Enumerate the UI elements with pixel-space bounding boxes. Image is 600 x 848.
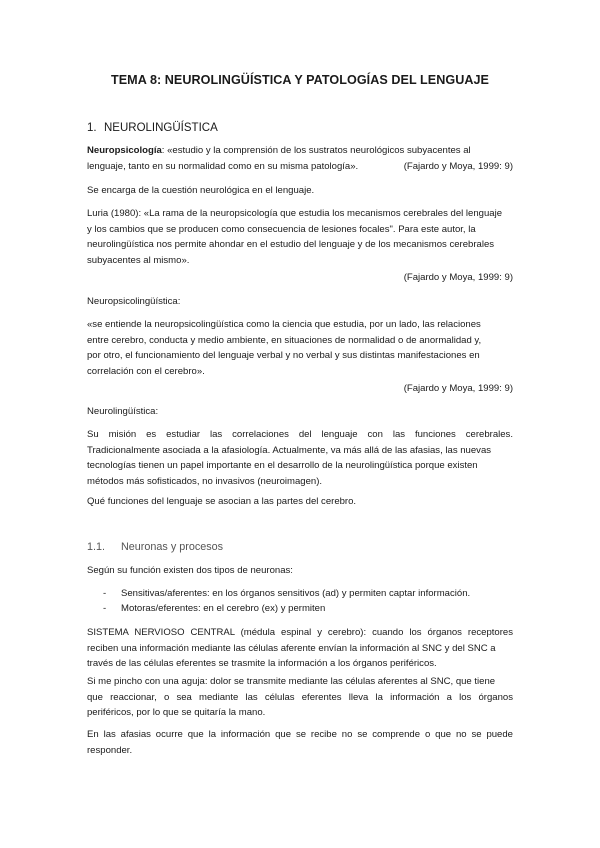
text-line: periféricos, por lo que se quitaría la mano. <box>87 707 266 718</box>
text-line <box>87 159 513 175</box>
list-item-text: Motoras/eferentes: en el cerebro (ex) y permiten <box>121 603 326 614</box>
citation: (Fajardo y Moya, 1999: 9) <box>403 160 513 172</box>
text-line <box>87 143 513 159</box>
text-line: Tradicionalmente asociada a la afasiología. Actualmente, va más allá de las afasias, las nuevas <box>87 444 492 456</box>
list-item-text: Sensitivas/aferentes: en los órganos sensitivos (ad) y permiten captar información. <box>121 588 471 599</box>
page-title: TEMA 8: NEUROLINGÜÍSTICA Y PATOLOGÍAS DEL LENGUAJE <box>110 73 490 87</box>
text-line: En las afasias ocurre que la información que se recibe no se comprende o que no se puede <box>87 729 513 740</box>
list-dash: - <box>103 588 107 599</box>
list-item <box>103 586 470 601</box>
text-line: «se entiende la neuropsicolingüística como la ciencia que estudia, por un lado, las relaciones <box>87 319 481 330</box>
section-number: 1. <box>87 122 97 134</box>
section-heading-1 <box>87 122 218 134</box>
text-line: neurolingüística nos permite ahondar en el estudio del lenguaje y de los mecanismos cerebrales <box>87 239 495 250</box>
definition-line <box>87 143 471 159</box>
paragraph: Qué funciones del lenguaje se asocian a las partes del cerebro. <box>87 496 357 507</box>
text-line: reciben una información mediante las células aferente envían la información al SNC y del SNC a <box>87 642 496 654</box>
paragraph: Según su función existen dos tipos de neuronas: <box>87 565 293 576</box>
text-line: correlación con el cerebro». <box>87 365 205 377</box>
neuropsicologia-paragraph <box>87 143 513 174</box>
text-line: que reaccionar, o sea mediante las células eferentes lleva la información a los órganos <box>87 691 513 703</box>
citation: (Fajardo y Moya, 1999: 9) <box>403 272 513 283</box>
section-number: 1.1. <box>87 541 106 553</box>
text-line: por otro, el funcionamiento del lenguaje verbal y no verbal y sus distintas manifestaciones en <box>87 350 480 361</box>
section-title: NEUROLINGÜÍSTICA <box>104 122 218 134</box>
text-line: entre cerebro, conducta y medio ambiente, en situaciones de normalidad o de anormalidad y, <box>87 334 482 346</box>
term-label: Neuropsicología <box>87 145 162 156</box>
neurolinguistica-paragraph <box>87 427 513 489</box>
text-line: Su misión es estudiar las correlaciones del lenguaje con las funciones cerebrales. <box>87 429 513 440</box>
text-line: subyacentes al mismo». <box>87 254 190 266</box>
neuropsicolinguistica-paragraph <box>87 317 513 379</box>
afasias-paragraph <box>87 727 513 758</box>
sistema-paragraph <box>87 625 513 672</box>
citation: (Fajardo y Moya, 1999: 9) <box>403 383 513 394</box>
text-line: Luria (1980): «La rama de la neuropsicología que estudia los mecanismos cerebrales del lenguaje <box>87 208 503 219</box>
text-line: SISTEMA NERVIOSO CENTRAL (médula espinal y cerebro): cuando los órganos receptores <box>87 627 513 638</box>
section-title: Neuronas y procesos <box>121 541 224 553</box>
aguja-paragraph <box>87 674 513 721</box>
paragraph: Se encarga de la cuestión neurológica en el lenguaje. <box>87 185 315 196</box>
luria-paragraph <box>87 206 513 268</box>
text-line: métodos más sofisticados, no invasivos (neuroimagen). <box>87 475 323 487</box>
list-dash: - <box>103 603 107 614</box>
text-line: tecnologías tienen un papel importante en el desarrollo de la neurolingüística porque existen <box>87 460 478 471</box>
section-heading-1-1 <box>87 541 223 553</box>
definition-text: : «estudio y la comprensión de los sustratos neurológicos subyacentes al <box>161 145 471 156</box>
text-line: Si me pincho con una aguja: dolor se transmite mediante las células aferentes al SNC, que tiene <box>87 676 496 687</box>
text-line: y los cambios que se producen como consecuencia de lesiones focales". Para este autor, la <box>87 223 476 235</box>
text-line: través de las células eferentes se trasmite la información a los órganos periféricos. <box>87 658 437 669</box>
subheading: Neuropsicolingüística: <box>87 296 181 307</box>
list-item <box>103 601 325 616</box>
subheading: Neurolingüística: <box>87 406 159 417</box>
text-line: responder. <box>87 744 133 756</box>
definition-text: lenguaje, tanto en su normalidad como en su misma patología». <box>87 160 359 172</box>
